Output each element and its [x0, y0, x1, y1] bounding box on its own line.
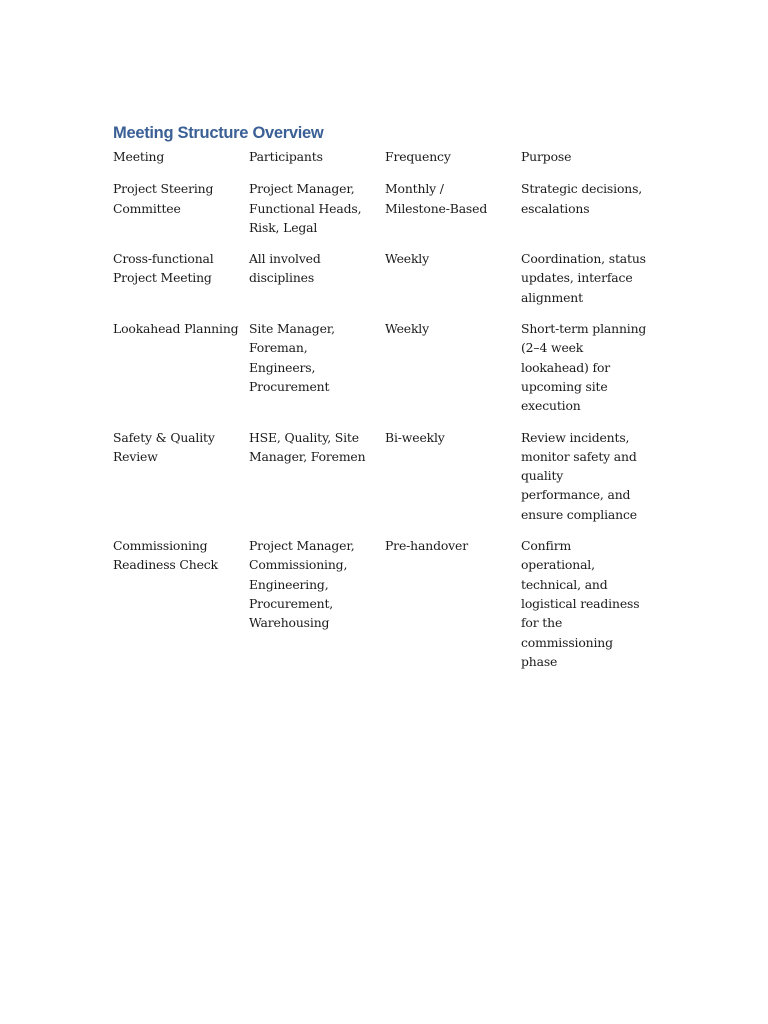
- column-header-frequency: Frequency: [385, 149, 451, 164]
- column-header-purpose: Purpose: [521, 149, 572, 164]
- cell-frequency: Weekly: [385, 321, 429, 337]
- table-row: [108, 179, 652, 249]
- table-row: [108, 428, 652, 536]
- cell-participants: HSE, Quality, Site Manager, Foremen: [249, 429, 366, 464]
- cell-purpose: Strategic decisions, escalations: [521, 181, 643, 216]
- cell-frequency: Weekly: [385, 251, 429, 267]
- cell-purpose: Review incidents, monitor safety and quality performance, and ensure compliance: [521, 429, 637, 522]
- table-header-row: [108, 147, 652, 179]
- cell-frequency: Pre-handover: [385, 538, 468, 554]
- cell-meeting: Project Steering Committee: [113, 181, 214, 216]
- cell-participants: All involved disciplines: [249, 251, 321, 286]
- table-row: [108, 249, 652, 319]
- column-header-meeting: Meeting: [113, 149, 165, 164]
- column-header-participants: Participants: [249, 149, 323, 164]
- cell-meeting: Cross-functional Project Meeting: [113, 251, 214, 286]
- cell-participants: Project Manager, Functional Heads, Risk, Legal: [249, 181, 362, 235]
- table-row: [108, 319, 652, 427]
- cell-meeting: Commissioning Readiness Check: [113, 538, 218, 573]
- cell-purpose: Short-term planning (2–4 week lookahead) for upcoming site execution: [521, 321, 647, 414]
- cell-frequency: Bi-weekly: [385, 429, 445, 445]
- cell-meeting: Lookahead Planning: [113, 321, 239, 337]
- section-heading: Meeting Structure Overview: [113, 124, 324, 142]
- meeting-structure-table: [108, 147, 652, 683]
- cell-participants: Project Manager, Commissioning, Engineering, Procurement, Warehousing: [249, 538, 355, 631]
- cell-meeting: Safety & Quality Review: [113, 429, 215, 464]
- cell-purpose: Coordination, status updates, interface alignment: [521, 251, 646, 305]
- table-row: [108, 536, 652, 683]
- cell-frequency: Monthly / Milestone-Based: [385, 181, 488, 216]
- cell-purpose: Confirm operational, technical, and logistical readiness for the commissioning phase: [521, 538, 640, 669]
- cell-participants: Site Manager, Foreman, Engineers, Procurement: [249, 321, 335, 394]
